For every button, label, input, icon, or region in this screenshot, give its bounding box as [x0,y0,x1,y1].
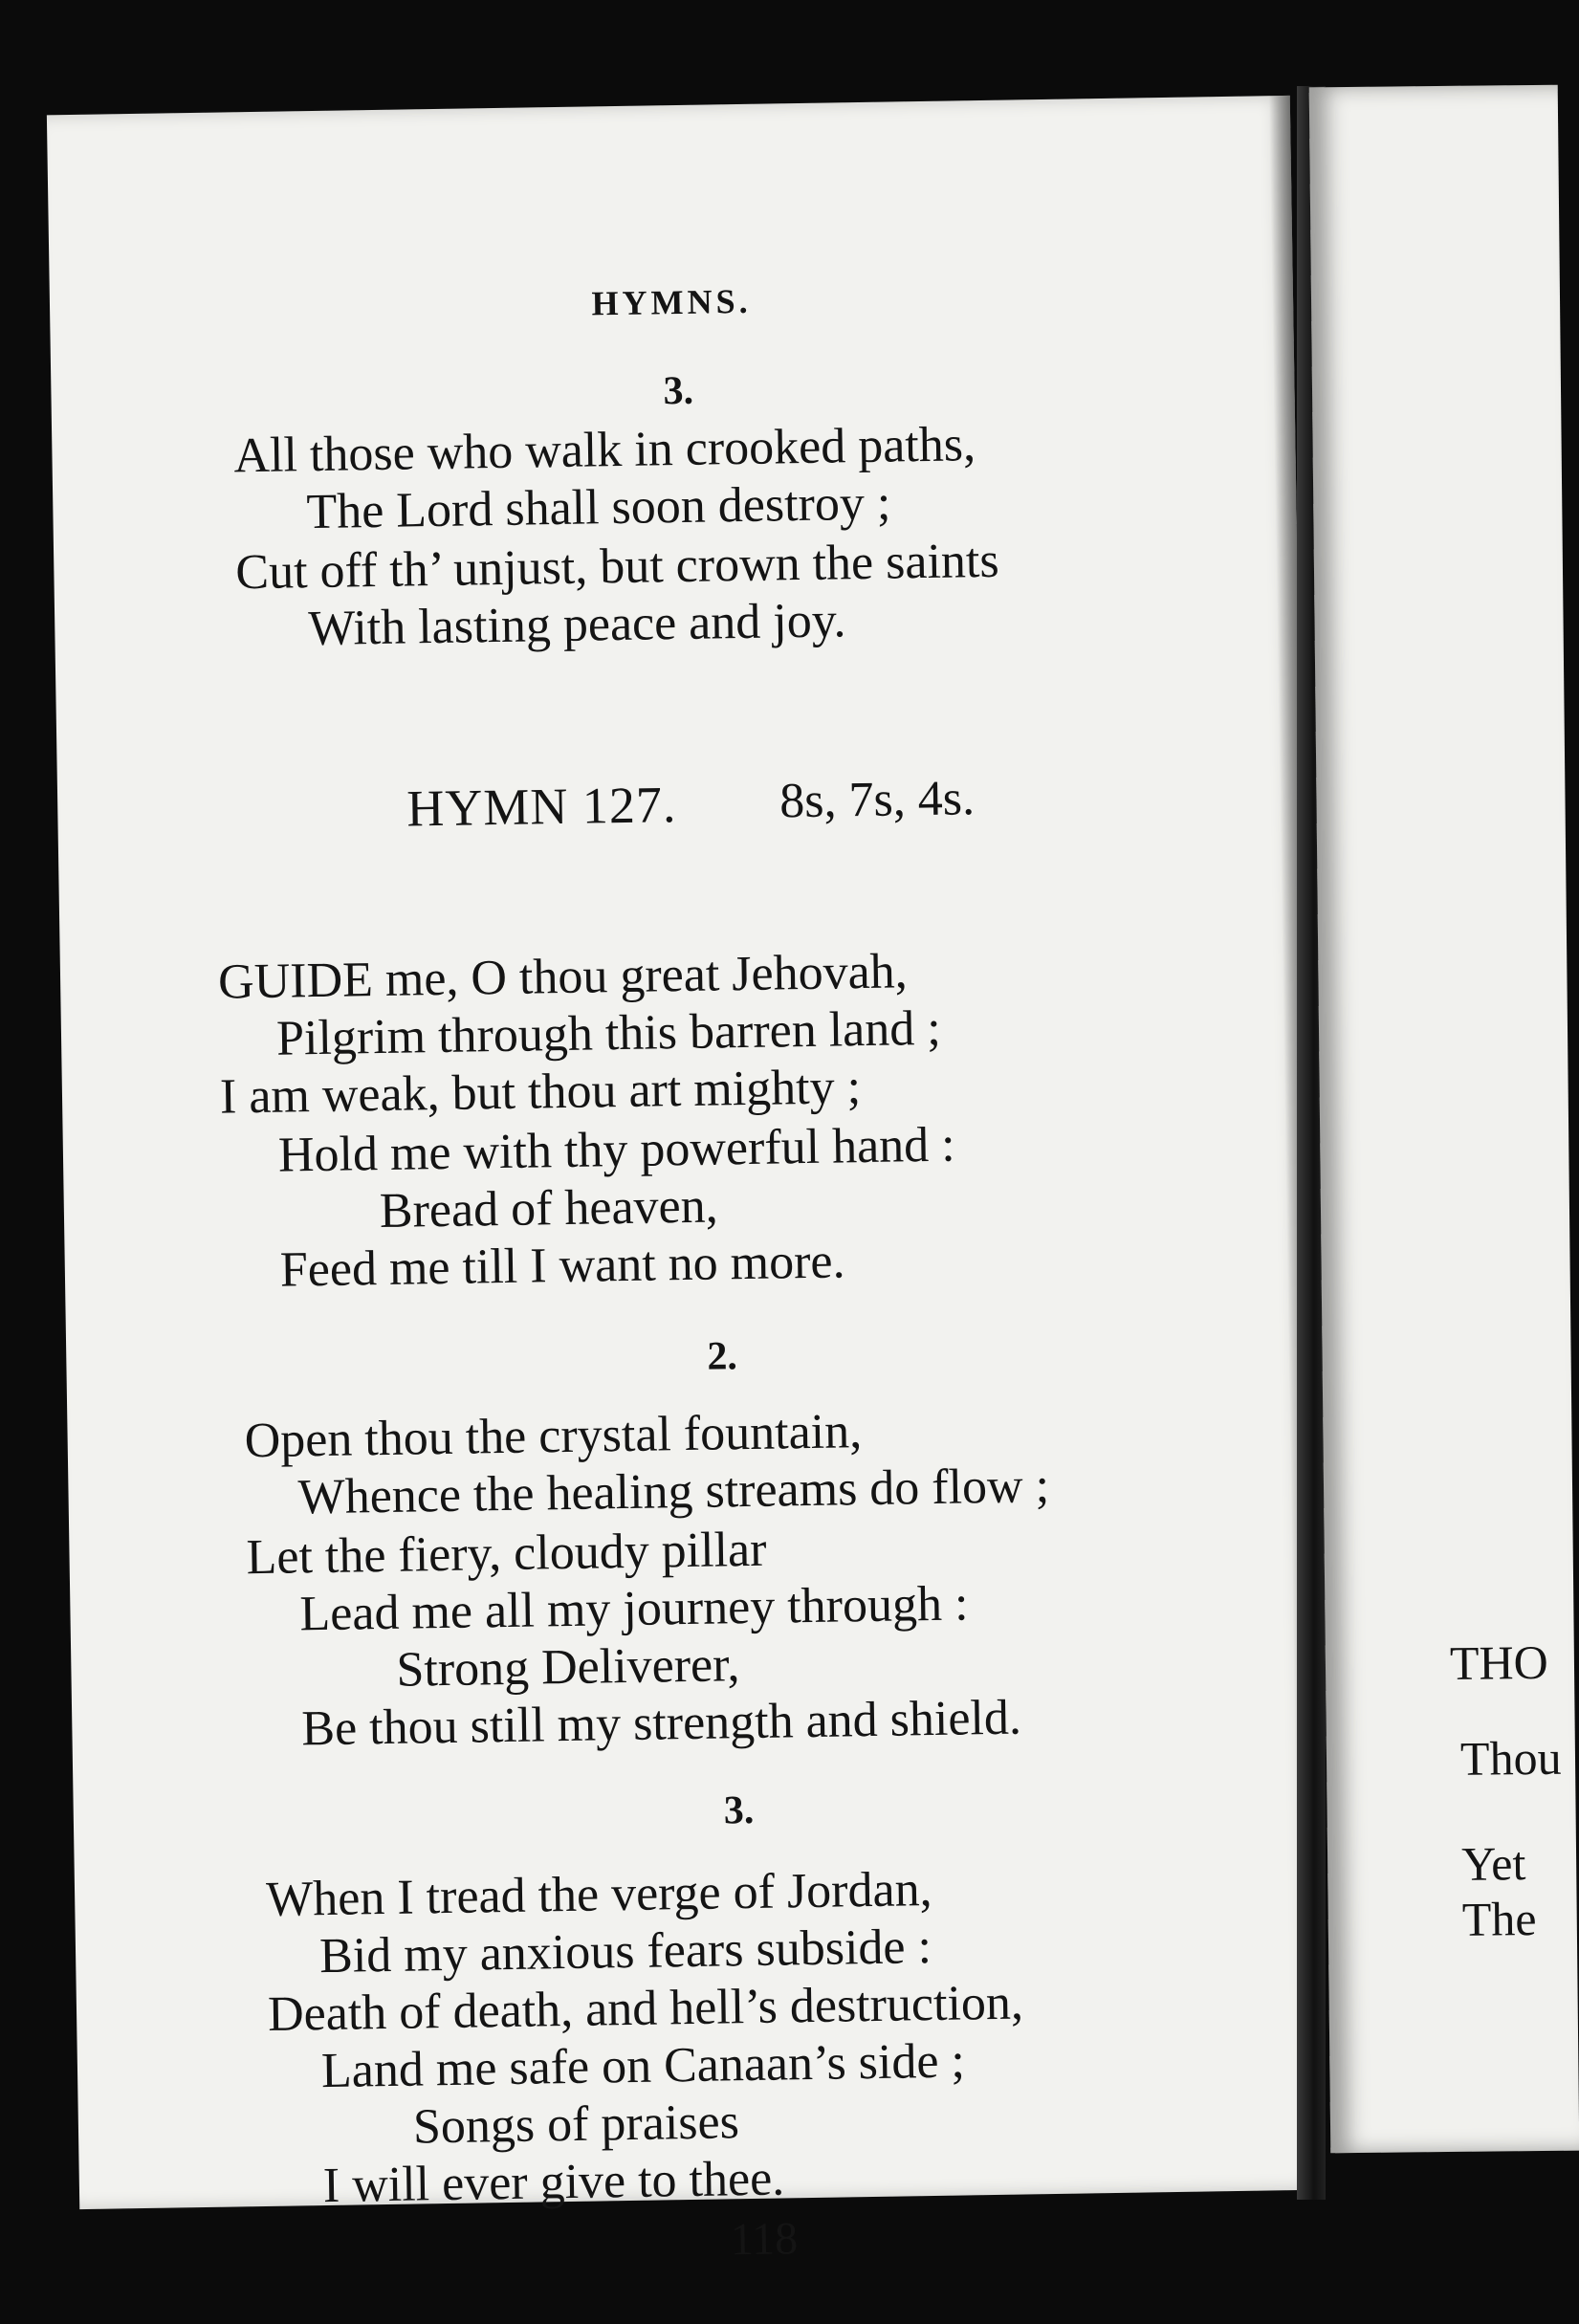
stanza-number: 2. [706,1334,738,1379]
verse-line: I am weak, but thou art mighty ; [219,1060,862,1125]
right-page-fragment: Yet [1460,1836,1526,1891]
verse-line: Feed me till I want no more. [279,1234,845,1298]
right-page-fragment: Thou [1459,1730,1562,1786]
verse-line: When I tread the verge of Jordan, [265,1862,933,1927]
verse-line: Death of death, and hell’s destruction, [267,1975,1024,2042]
verse-line: Strong Deliverer, [396,1637,740,1698]
verse-line: All those who walk in crooked paths, [233,417,976,484]
right-page [1309,85,1579,2154]
verse-line: I will ever give to thee. [322,2151,785,2214]
right-page-fragment: The [1461,1892,1537,1946]
left-page [47,96,1323,2266]
verse-line: Bid my anxious fears subside : [318,1919,932,1984]
page-number: 118 [730,2213,799,2266]
hymn-meter: 8s, 7s, 4s. [779,771,976,829]
stanza-number: 3. [663,368,694,414]
verse-line: Whence the healing streams do flow ; [297,1458,1050,1525]
verse-line: Be thou still my strength and shield. [300,1690,1022,1757]
verse-line: With lasting peace and joy. [307,593,846,657]
verse-line: Songs of praises [412,2094,740,2155]
running-head: HYMNS. [591,281,752,323]
verse-line: Pilgrim through this barren land ; [275,1000,942,1066]
stanza-number: 3. [723,1787,755,1833]
verse-line: GUIDE me, O thou great Jehovah, [217,944,909,1010]
verse-line: The Lord shall soon destroy ; [305,475,891,540]
verse-line: Cut off th’ unjust, but crown the saints [234,533,1000,601]
verse-line: Hold me with thy powerful hand : [277,1117,956,1183]
right-page-fragment: THO [1449,1634,1549,1690]
verse-line: Let the fiery, cloudy pillar [246,1522,767,1586]
verse-line: Bread of heaven, [379,1178,719,1239]
verse-line: Open thou the crystal fountain, [244,1404,863,1469]
verse-line: Land me safe on Canaan’s side ; [320,2033,966,2099]
left-page-text [47,96,1323,2266]
hymn-title: HYMN 127. [406,776,677,838]
verse-line: Lead me all my journey through : [299,1576,969,1642]
